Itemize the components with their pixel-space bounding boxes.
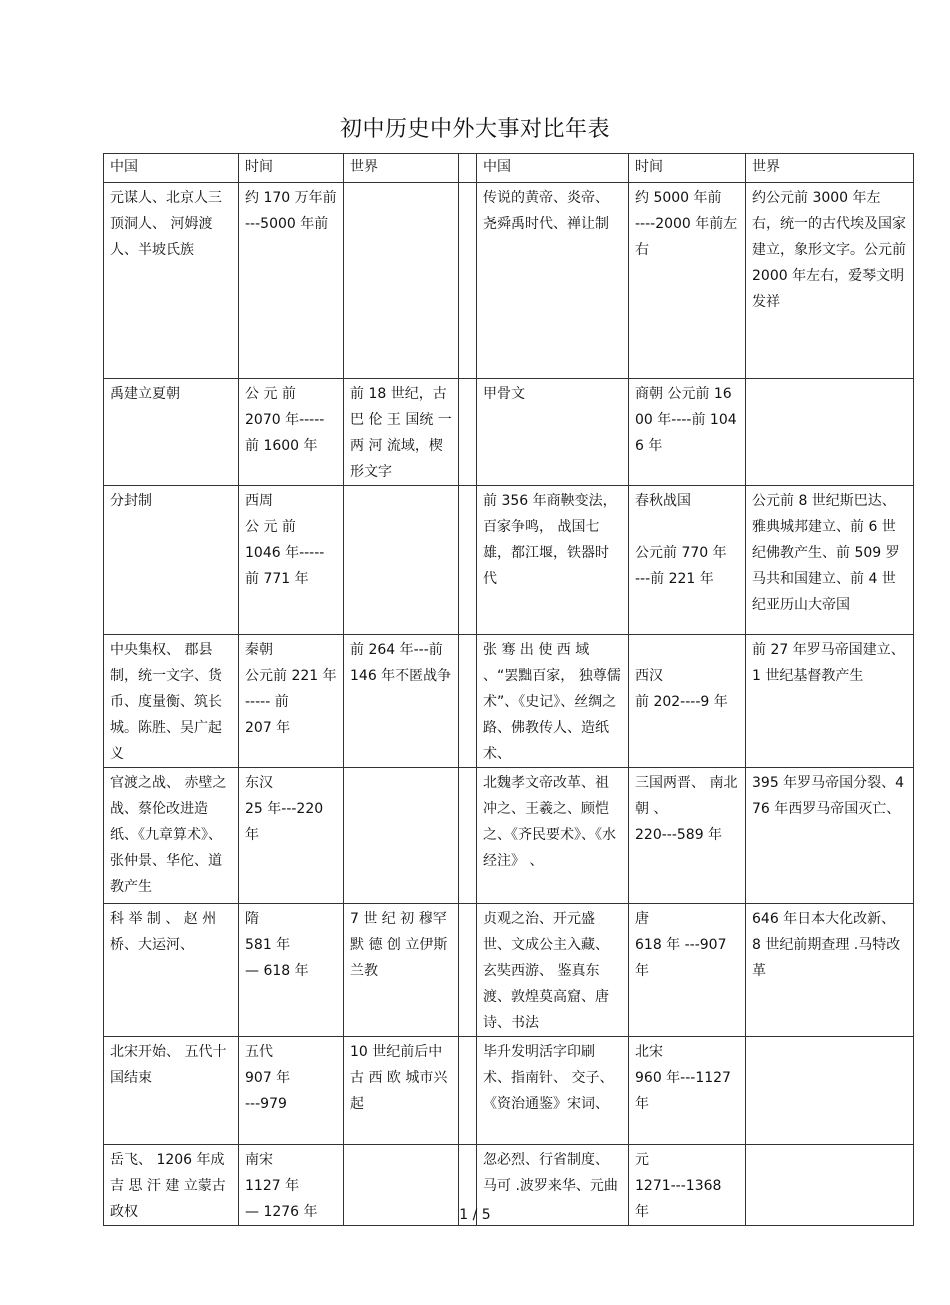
cell-world-events-2: 前 27 年罗马帝国建立、1 世纪基督教产生 xyxy=(746,635,914,768)
cell-world-events xyxy=(344,486,459,635)
cell-gap xyxy=(459,768,477,904)
cell-china-events-2: 张 骞 出 使 西 域 、“罢黜百家， 独尊儒术”、《史记》、丝绸之路、佛教传人、造纸术、 xyxy=(477,635,629,768)
cell-world-events-2: 公元前 8 世纪斯巴达、雅典城邦建立、前 6 世纪佛教产生、前 509 罗马共和国建立、前 4 世纪亚历山大帝国 xyxy=(746,486,914,635)
cell-china-events-2: 贞观之治、开元盛世、文成公主入藏、玄奘西游、 鉴真东渡、敦煌莫高窟、唐诗、书法 xyxy=(477,904,629,1037)
cell-china-time: 西周 公 元 前 1046 年-----前 771 年 xyxy=(239,486,344,635)
cell-china-time-2: 三国两晋、 南北 朝 、 220---589 年 xyxy=(629,768,746,904)
cell-china-time: 南宋 1127 年 — 1276 年 xyxy=(239,1145,344,1226)
cell-china-time: 隋 581 年 — 618 年 xyxy=(239,904,344,1037)
page-number: 1 / 5 xyxy=(459,1207,491,1223)
cell-china-time-2: 北宋 960 年---1127 年 xyxy=(629,1037,746,1145)
table-row xyxy=(104,486,914,635)
cell-china-events-2: 前 356 年商鞅变法，百家争鸣， 战国七雄，都江堰，铁器时代 xyxy=(477,486,629,635)
cell-china-events-2: 忽必烈、行省制度、马可 .波罗来华、元曲 xyxy=(477,1145,629,1226)
cell-china-time-2: 约 5000 年前 ----2000 年前左右 xyxy=(629,183,746,379)
cell-gap xyxy=(459,183,477,379)
header-china-time: 时间 xyxy=(239,154,344,183)
table-row xyxy=(104,635,914,768)
header-world-events: 世界 xyxy=(344,154,459,183)
cell-china-events: 科 举 制 、 赵 州桥、大运河、 xyxy=(104,904,239,1037)
cell-china-time: 秦朝 公元前 221 年 ----- 前 207 年 xyxy=(239,635,344,768)
table-row xyxy=(104,904,914,1037)
table-row xyxy=(104,379,914,486)
cell-china-events-2: 毕升发明活字印刷术、指南针、 交子、《资治通鉴》宋词、 xyxy=(477,1037,629,1145)
cell-world-events xyxy=(344,183,459,379)
cell-china-events-2: 传说的黄帝、炎帝、尧舜禹时代、禅让制 xyxy=(477,183,629,379)
cell-world-events-2: 646 年日本大化改新、 8 世纪前期查理 .马特改革 xyxy=(746,904,914,1037)
cell-china-events-2: 甲骨文 xyxy=(477,379,629,486)
cell-gap xyxy=(459,904,477,1037)
table-row xyxy=(104,183,914,379)
cell-world-events-2: 约公元前 3000 年左右，统一的古代埃及国家建立，象形文字。公元前 2000 年左右，爱琴文明发祥 xyxy=(746,183,914,379)
header-world-events-2: 世界 xyxy=(746,154,914,183)
table-row xyxy=(104,1037,914,1145)
header-gap xyxy=(459,154,477,183)
cell-china-time-2: 商朝 公元前 1600 年----前 1046 年 xyxy=(629,379,746,486)
cell-china-time-2: 西汉 前 202----9 年 xyxy=(629,635,746,768)
header-china-events: 中国 xyxy=(104,154,239,183)
cell-china-events: 岳飞、 1206 年成 吉 思 汗 建 立蒙古政权 xyxy=(104,1145,239,1226)
header-china-events-2: 中国 xyxy=(477,154,629,183)
cell-china-events: 北宋开始、 五代十国结束 xyxy=(104,1037,239,1145)
cell-china-events: 元谋人、北京人三顶洞人、 河姆渡人、半坡氏族 xyxy=(104,183,239,379)
cell-china-time-2: 唐 618 年 ---907 年 xyxy=(629,904,746,1037)
page-title: 初中历史中外大事对比年表 xyxy=(339,117,610,142)
cell-world-events: 10 世纪前后中 古 西 欧 城市兴起 xyxy=(344,1037,459,1145)
cell-china-events: 中央集权、 郡县制，统一文字、货币、度量衡、筑长城。陈胜、吴广起义 xyxy=(104,635,239,768)
cell-world-events-2 xyxy=(746,379,914,486)
header-china-time-2: 时间 xyxy=(629,154,746,183)
table-row xyxy=(104,768,914,904)
cell-gap xyxy=(459,1037,477,1145)
cell-world-events: 前 264 年---前 146 年不匿战争 xyxy=(344,635,459,768)
cell-world-events: 前 18 世纪，古 巴 伦 王 国统 一 两 河 流域，楔形文字 xyxy=(344,379,459,486)
cell-china-events: 官渡之战、 赤壁之战、蔡伦改进造纸、《九章算术》、张仲景、华佗、道教产生 xyxy=(104,768,239,904)
cell-gap xyxy=(459,635,477,768)
cell-china-time: 公 元 前 2070 年-----前 1600 年 xyxy=(239,379,344,486)
cell-china-time: 东汉 25 年---220 年 xyxy=(239,768,344,904)
cell-china-time-2: 春秋战国 公元前 770 年 ---前 221 年 xyxy=(629,486,746,635)
cell-china-time: 五代 907 年 ---979 xyxy=(239,1037,344,1145)
cell-world-events-2: 395 年罗马帝国分裂、476 年西罗马帝国灭亡、 xyxy=(746,768,914,904)
cell-china-events-2: 北魏孝文帝改革、祖冲之、王羲之、顾恺之、《齐民要术》、《水经注》 、 xyxy=(477,768,629,904)
history-timeline-table xyxy=(103,153,914,1226)
cell-world-events xyxy=(344,768,459,904)
cell-china-time: 约 170 万年前 ---5000 年前 xyxy=(239,183,344,379)
cell-world-events: 7 世 纪 初 穆罕 默 德 创 立伊斯兰教 xyxy=(344,904,459,1037)
cell-china-events: 分封制 xyxy=(104,486,239,635)
cell-world-events-2 xyxy=(746,1037,914,1145)
cell-gap xyxy=(459,379,477,486)
cell-china-time-2: 元 1271---1368 年 xyxy=(629,1145,746,1226)
cell-china-events: 禹建立夏朝 xyxy=(104,379,239,486)
table-header-row xyxy=(104,154,914,183)
cell-gap xyxy=(459,486,477,635)
